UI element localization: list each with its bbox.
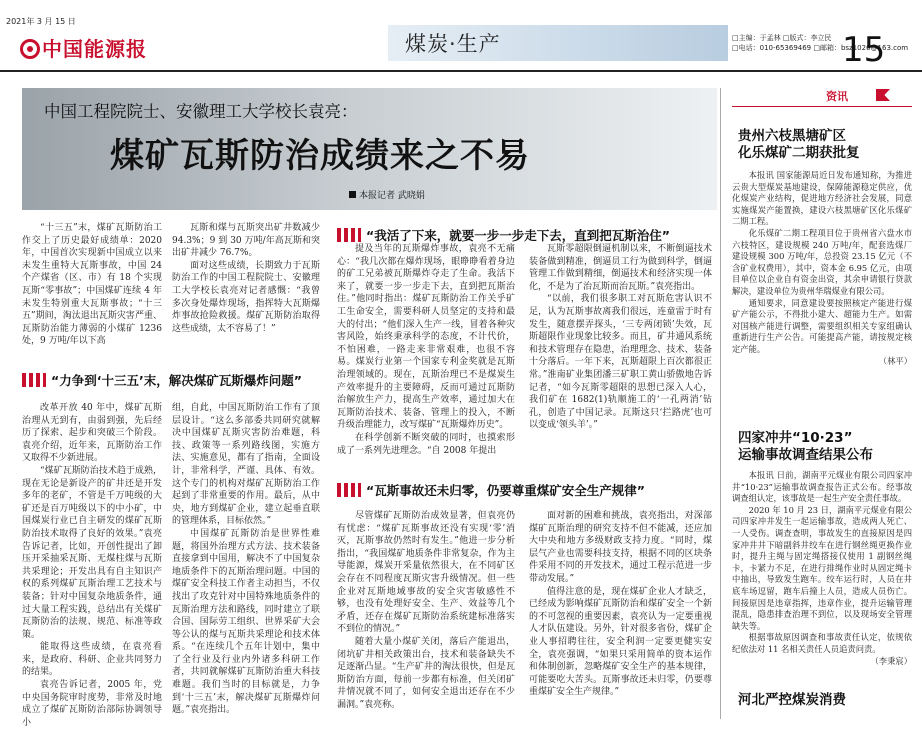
headline-title: 煤矿瓦斯防治成绩来之不易 xyxy=(110,136,530,176)
sidebar-rule xyxy=(732,106,912,107)
news-title xyxy=(738,430,873,464)
article-column-1 xyxy=(22,222,162,352)
subheading-text: “力争到‘十三五’末，解决煤矿瓦斯爆炸问题” xyxy=(51,373,302,388)
red-bars-icon xyxy=(337,483,361,497)
paragraph: 中国煤矿瓦斯防治是世界性难题，将国外治理方式方法、技术装备直接拿到中国用，解决不了中国复杂地质条件下的瓦斯治理问题。中国的煤矿安全科技工作者主动担当，不仅找出了攻克针对中国特殊地质条件的瓦斯治理方法和路线，同时建立了联合国、国际劳工组织、世界采矿大会等公认的煤与瓦斯共采理论和技术体系。“在连续几个五年计划中，集中了全行业及行业内外诸多科研工作者，共同就解煤矿瓦斯防治重大科技难题。我们当时的目标就是，力争到‘十三五’末，解决煤矿瓦斯爆炸问题。”袁亮指出。 xyxy=(172,528,320,716)
byline-text: 本报记者 武晓娟 xyxy=(359,191,425,201)
news-title-line: 四家冲井“10·23” xyxy=(738,430,853,446)
subheading-text: “瓦斯事故还未归零，仍要尊重煤矿安全生产规律” xyxy=(366,483,645,498)
paragraph: 本报讯 国家能源局近日发布通知称，为推进云贵大型煤炭基地建设，保障能源稳定供应，优化煤炭产业结构，促进地方经济社会发展，同意实施煤炭产能置换，建设六枝黑塘矿区化乐煤矿二期工程。 xyxy=(732,170,912,227)
article-column-4 xyxy=(529,243,712,465)
headline-block xyxy=(22,88,717,210)
article-column-8 xyxy=(529,510,712,719)
contact-line: □电话：010-65369469 □邮箱：bsz1020@163.com xyxy=(732,44,909,52)
page-number: 15 xyxy=(842,30,886,70)
masthead-rule xyxy=(0,70,922,72)
paragraph: “十三五”末，煤矿瓦斯防治工作交上了历史最好成绩单：2020年，中国首次实现新中国成立以来未发生重特大瓦斯事故，中国 24 个产煤省（区、市）有 18 个实现瓦斯“零事故”；中国煤矿连续 4 年未发生特别重大瓦斯事故；“十三五”期间，淘汰退出瓦斯灾害严重、瓦斯防治能力薄弱的小煤矿 1236 处，9 万吨/年以下高 xyxy=(22,223,162,347)
paragraph: 尽管煤矿瓦斯防治成效显著，但袁亮仍有忧虑：“煤矿瓦斯事故还没有实现‘零’消灭，瓦斯事故仍然时有发生。”他进一步分析指出，“我国煤矿地质条件非常复杂，作为主导能源，煤炭开采量依然很大，在不同矿区会存在不同程度瓦斯灾害升级情况。但一些企业对瓦斯地域事故的安全灾害敏感性不够，也没有处理好安全、生产、效益等几个矛盾，还存在煤矿瓦斯防治系统建标准落实不到位的情况。” xyxy=(337,511,515,635)
paragraph: 通知要求，同意建设要按照核定产能进行煤矿产能公示，不得批小建大、超能力生产。如需对国核产能进行调整，需要组织相关专家组确认重新进行生产公告。可能提高产能，请按规定核定产能。 xyxy=(732,297,912,354)
paragraph: 能取得这些成绩，在袁亮看来，是政府、科研、企业共同努力的结果。 xyxy=(22,642,162,678)
contact-line: □主编：于孟林 □版式：李立民 xyxy=(732,34,832,42)
news-title-line: 化乐煤矿二期获批复 xyxy=(738,145,860,161)
section-title: 煤炭·生产 xyxy=(405,32,501,56)
article-column-7 xyxy=(337,510,515,719)
paragraph: 2020 年 10 月 23 日，湖南平元煤业有限公司四家冲井发生一起运输事故，造成两人死亡、一人受伤。调查查明，事故发生的直接原因是四家冲井井下暗副斜井绞车在进行钢丝绳更换作业时，提升主绳与固定绳搭接仅使用 1 副钢丝绳卡，卡紧力不足，在进行排绳作业时从固定绳卡中抽出，导致发生跑车。绞车运行时，人员在井底车场逗留，跑车后撞上人员，造成人员伤亡。间接原因是违章指挥，违章作业，提升运输管理混乱，隐患排查治理不到位，以及现场安全管理缺失等。 xyxy=(732,504,912,631)
masthead xyxy=(0,0,922,72)
paragraph: 瓦斯和煤与瓦斯突出矿井数减少 94.3%；9 到 30 万吨/年高瓦斯和突出矿井减少 76.7%。 xyxy=(172,223,320,259)
news-title-line: 运输事故调查结果公布 xyxy=(738,447,873,463)
subheading-text: “我活了下来，就要一步一步走下去，直到把瓦斯治住” xyxy=(366,228,670,243)
column-divider xyxy=(720,88,721,719)
paragraph: 组，自此，中国瓦斯防治工作有了顶层设计。“这么多部委共同研究就解决中国煤矿瓦斯灾害防治难题，科技、政策等一系列路线图，实施方法、实施意见，都有了指南，全面设计，非常科学，严谨、具体、有效。这个专门的机构对煤矿瓦斯防治工作起到了非常重要的作用。最后，从中央，地方到煤矿企业，建立起垂直联的管理体系，目标依然。” xyxy=(172,403,320,527)
byline-square-icon xyxy=(349,191,356,198)
news-title: 河北严控煤炭消费 xyxy=(738,692,846,708)
paragraph: 改革开放 40 年中，煤矿瓦斯治理从无到有，由弱到强，先后经历了探索、起步和突破三个阶段。袁亮介绍，近年来，瓦斯防治工作又取得不少新进展。 xyxy=(22,403,162,464)
news-sidebar xyxy=(726,88,922,719)
paragraph: 在科学创新不断突破的同时，也摸索形成了一系列先进理念。“自 2008 年提出 xyxy=(337,432,515,456)
paragraph: 根据事故原因调查和事故责任认定，依规依纪依法对 11 名相关责任人员追责问责。 xyxy=(732,632,912,654)
paragraph: “以前，我们很多职工对瓦斯危害认识不足，认为瓦斯事故离我们很远，连童雷于时有发生，随意摆弄探头，‘三专两闭锁’失效，瓦斯超限作业现象比较多。而且，矿井通风系统和技术管理存在隐患，治理理念、技术、装备十分落后。一年下来，瓦斯超限上百次都很正常。”淮南矿业集团潘三矿职工黄山骄傲地告诉记者，“如今瓦斯零超限的思想已深入人心，我们矿在 1682(1)轨顺施工的‘一孔两消’钻孔，创造了中国记录。瓦斯这只‘拦路虎’也可以变成‘领头羊’。” xyxy=(529,294,712,431)
newspaper-logo xyxy=(20,33,147,62)
red-bars-icon xyxy=(22,373,46,387)
paragraph: 面对这些成绩，长期致力于瓦斯防治工作的中国工程院院士、安徽理工大学校长袁亮对记者感慨：“我曾多次身处爆炸现场，指挥特大瓦斯爆炸事故抢险救援。煤矿瓦斯防治取得这些成绩，太不容易了！” xyxy=(172,260,320,334)
logo-emblem-icon xyxy=(20,39,40,59)
news-title xyxy=(738,128,860,162)
publication-date: 2021年 3 月 15 日 xyxy=(6,17,76,26)
sidebar-tab-icon xyxy=(876,89,890,101)
article-column-3 xyxy=(337,243,515,465)
article-column-2 xyxy=(172,222,320,352)
headline-kicker: 中国工程院院士、安徽理工大学校长袁亮： xyxy=(44,102,358,121)
paragraph: 值得注意的是，现在煤矿企业人才缺乏，已经成为影响煤矿瓦斯防治和煤矿安全一个新的不可忽视的重要因素，袁亮认为一定要重视人才队伍建设。另外，针对很多省份，煤矿企业人事招聘往往，安全利润一定要更健实安全，袁亮强调，“如果只采用简单的资本运作和体制创新，忽略煤矿安全生产的基本规律，可能要吃大苦头。瓦斯事故还未归零，仍要尊重煤矿安全生产规律。” xyxy=(529,586,712,698)
subheading-1 xyxy=(337,226,670,244)
sidebar-label: 资讯 xyxy=(826,90,848,103)
red-bars-icon xyxy=(337,228,361,242)
paragraph: 随着大量小煤矿关闭，落后产能退出，闭坑矿井相关政策出台，技术和装备缺失不足逐渐凸显。“生产矿井的淘汰很快，但是瓦斯防治方面，每前一步都有标准，但关闭矿井情况就不同了，如何安全退出还存在不少漏洞。”袁亮称。 xyxy=(337,636,515,710)
byline xyxy=(349,188,425,201)
news-author: （林平） xyxy=(878,355,912,366)
paragraph: 袁亮告诉记者，2005 年，党中央国务院审时度势，非常及时地成立了煤矿瓦斯防治部际协调领导小 xyxy=(22,680,162,728)
paragraph: 面对新的困难和挑战，袁亮指出，对深部煤矿瓦斯治理的研究支持不但不能减，还应加大中央和地方多级财政支持力度。“同时，煤层气产业也需要科技支持，根据不同的区块条件采用不同的开发技术，通过工程示范进一步带动发展。” xyxy=(529,511,712,584)
paragraph: 本报讯 日前，湖南平元煤业有限公司四家冲井“10·23”运输事故调查报告正式公布。经事故调查组认定，该事故是一起生产安全责任事故。 xyxy=(732,470,912,504)
paragraph: “煤矿瓦斯防治技术趋于成熟，现在无论是新设产的矿井还是开发多年的老矿，不管是千万吨级的大矿还是百万吨级以下的中小矿，中国煤炭行业已自主研发的煤矿瓦斯防治技术取得了良好的效果。”袁亮告诉记者，比如，开创性提出了卸压开采抽采瓦斯、无煤柱煤与瓦斯共采理论；开发出具有自主知识产权的系列煤矿瓦斯治理工艺技术与装备；针对中国复杂地质条件，通过大量工程实践，总结出有关煤矿瓦斯防治的法规、规范、标准等政策。 xyxy=(22,465,162,640)
paragraph: 化乐煤矿二期工程项目位于贵州省六盘水市六枝特区，建设规模 240 万吨/年，配套选煤厂建设规模 300 万吨/年，总投资 23.15 亿元（不含矿业权费用），其中，资本金 6.95 亿元，由项目单位以企业自有资金出资，其余申请银行贷款解决，建设单位为贵州华瑞煤业有限公司。 xyxy=(732,227,912,296)
article-column-5 xyxy=(22,402,162,728)
news-author: （李秉宸） xyxy=(870,655,912,666)
news-body xyxy=(732,470,912,678)
news-body xyxy=(732,170,912,420)
news-title-line: 贵州六枝黑塘矿区 xyxy=(738,128,846,144)
paragraph: 瓦斯零超限倒逼机制以来，不断倒逼技术装备做到精准，倒逼员工行为做到科学，倒逼管理工作做到精细，倒逼技术和经济实现一体化，不是为了治瓦斯而治瓦斯。”袁亮指出。 xyxy=(529,244,712,292)
logo-text: 中国能源报 xyxy=(42,37,147,61)
subheading-3 xyxy=(337,481,645,499)
subheading-2 xyxy=(22,371,302,389)
paragraph: 提及当年的瓦斯爆炸事故，袁亮不无痛心：“我几次都在爆炸现场，眼睁睁看着身边的矿工兄弟被瓦斯爆炸夺走了生命。我活下来了，就要一步一步走下去，直到把瓦斯治住。”他同时指出：煤矿瓦斯防治工作关乎矿工生命安全，需要科研人员坚定的支持和最大的付出；“他们深入生产一线，冒着各种灾害风险，始终秉承科学的态度，不计代价，不怕困难，一路走来非常艰难，也很不容易。煤炭行业第一个国家专利金奖就是瓦斯治理领域的。现在，瓦斯治理已不是煤炭生产效率提升的主要障碍，反而可通过瓦斯防治解放生产力，提高生产效率，通过加大在瓦斯防治技术、装备、管理上的投入，不断升级治理能力，改写煤矿“瓦斯爆炸历史”。 xyxy=(337,244,515,431)
article-column-6 xyxy=(172,402,320,719)
